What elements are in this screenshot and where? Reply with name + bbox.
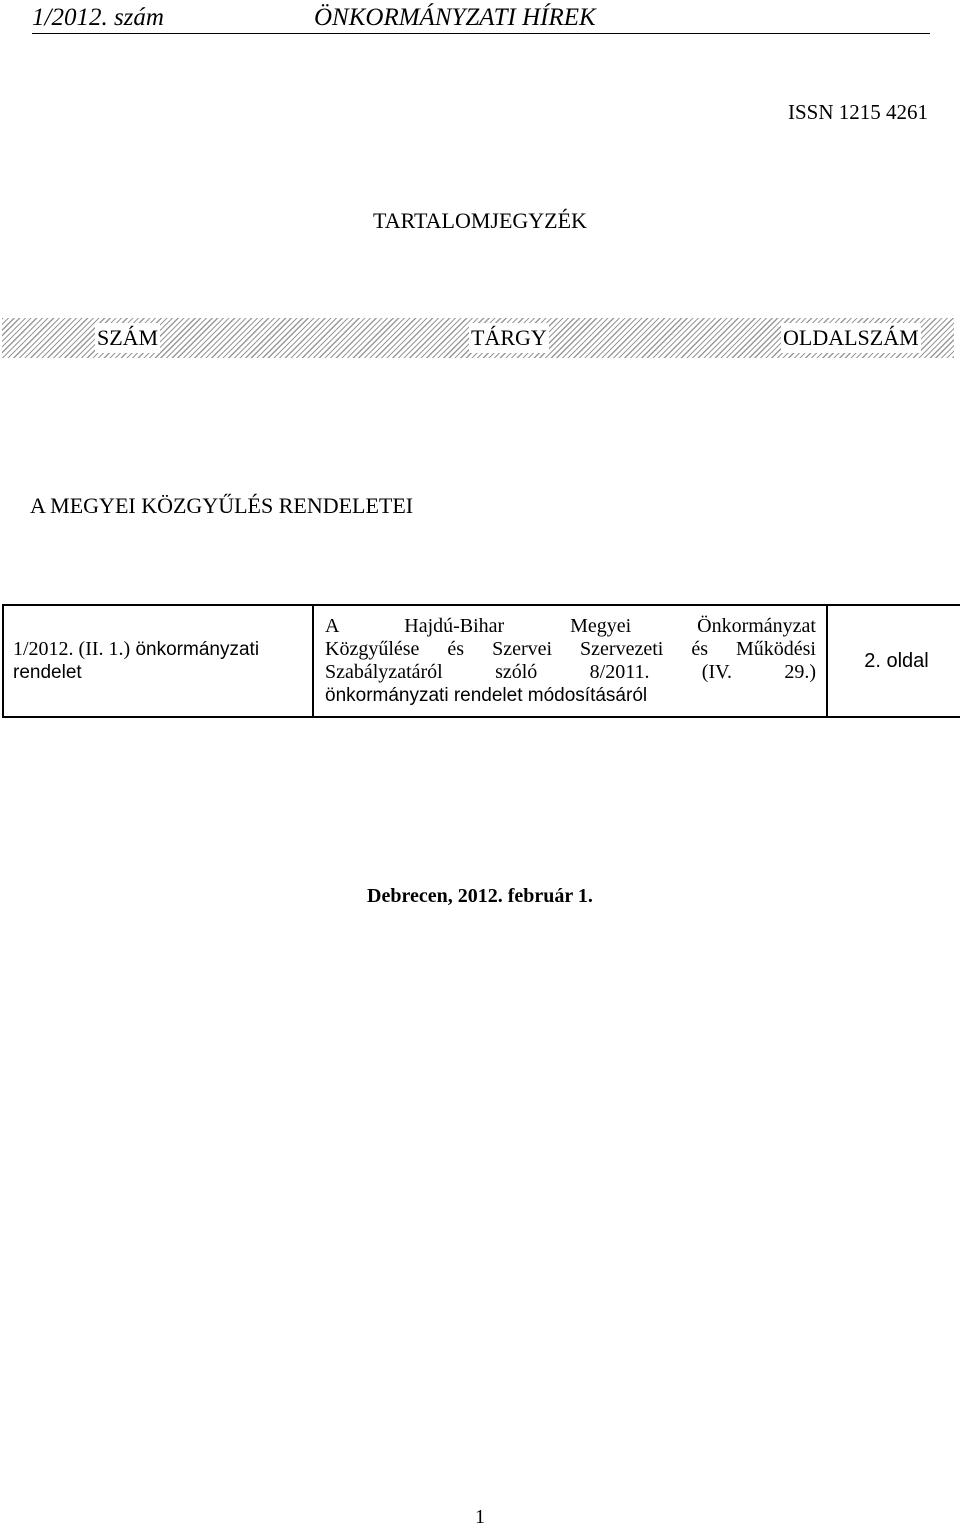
- entry-number-cell: [3, 605, 313, 717]
- entry-number-type-2: rendelet: [13, 662, 82, 683]
- entry-number: 1/2012. (II. 1.): [13, 638, 131, 660]
- column-header-subject: TÁRGY: [469, 323, 549, 353]
- subject-line: Szabályzatáról szóló 8/2011. (IV. 29.): [325, 661, 816, 683]
- entry-subject-cell: [313, 605, 827, 717]
- toc-title: TARTALOMJEGYZÉK: [373, 208, 587, 233]
- section-heading: A MEGYEI KÖZGYŰLÉS RENDELETEI: [30, 493, 414, 518]
- toc-table: [2, 604, 960, 718]
- publication-title: ÖNKORMÁNYZATI HÍREK: [314, 4, 596, 31]
- table-row: [3, 605, 960, 717]
- entry-page-cell: [827, 605, 960, 717]
- page-number: 1: [475, 1506, 485, 1528]
- entry-number-type: önkormányzati: [130, 639, 260, 660]
- header-rule: [32, 33, 930, 34]
- entry-page: 2. oldal: [864, 649, 929, 672]
- issn: ISSN 1215 4261: [787, 100, 928, 124]
- column-header-number: SZÁM: [95, 323, 160, 353]
- subject-line: Közgyűlése és Szervei Szervezeti és Működési: [325, 638, 816, 660]
- subject-line: A Hajdú-Bihar Megyei Önkormányzat: [325, 615, 816, 637]
- subject-line: önkormányzati rendelet módosításáról: [325, 685, 648, 706]
- column-header-page: OLDALSZÁM: [781, 323, 921, 353]
- place-date: Debrecen, 2012. február 1.: [367, 885, 593, 907]
- issue-number: 1/2012. szám: [32, 4, 164, 31]
